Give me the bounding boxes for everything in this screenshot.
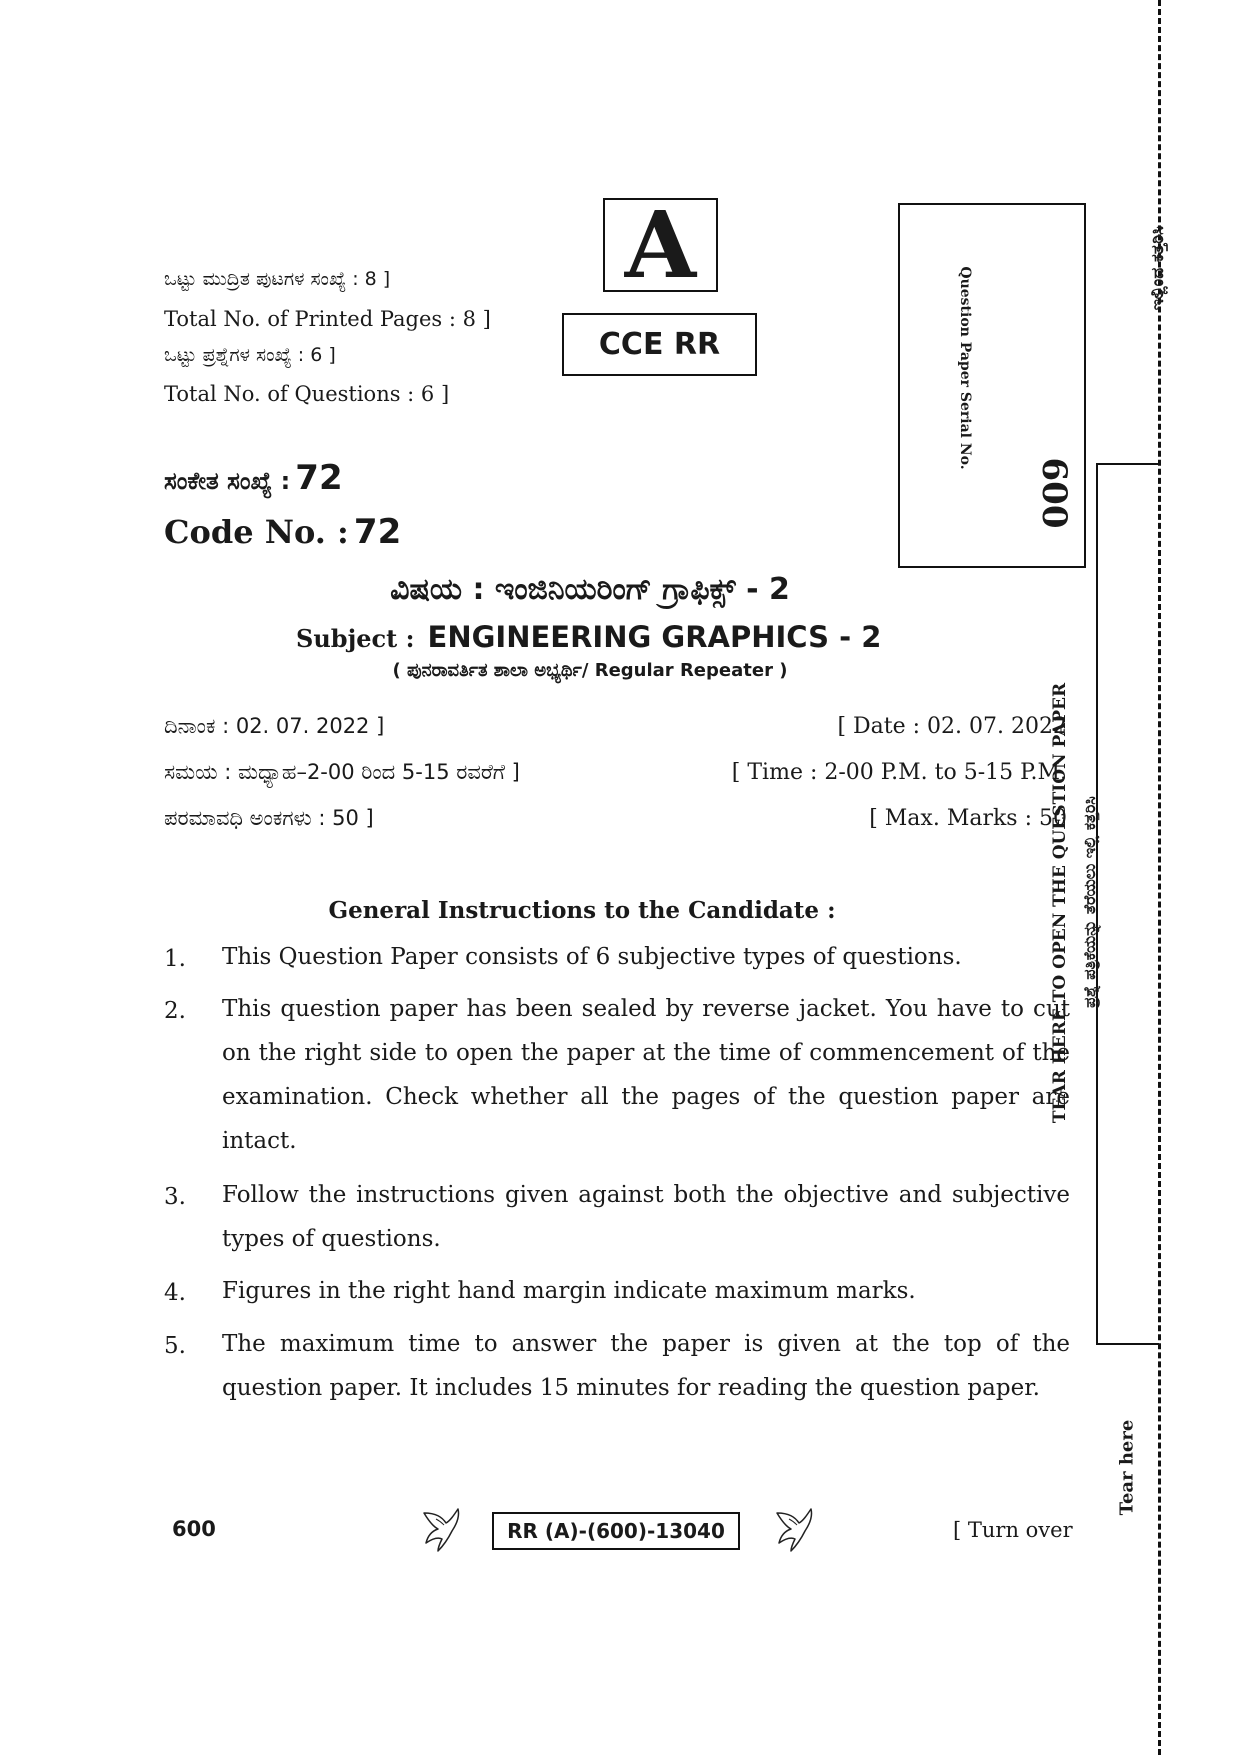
exam-type-box [562,313,757,376]
paper-code: RR (A)-(600)-13040 [507,1519,725,1543]
turn-over-note: [ Turn over [953,1518,1073,1542]
instruction-number: 3. [164,1184,186,1210]
footer-page-code: 600 [172,1517,216,1541]
question-set-letter: A [624,191,697,299]
date-kn: ದಿನಾಂಕ : 02. 07. 2022 ] [164,714,385,738]
instruction-number: 1. [164,946,186,972]
dove-emblem-right-icon [771,1505,817,1555]
code-no-en-label: Code No. : [164,513,349,551]
exam-type-label: CCE RR [598,327,721,362]
max-marks-en: [ Max. Marks : 50 [869,806,1067,831]
candidate-type: ( ಪುನರಾವರ್ತಿತ ಶಾಲಾ ಅಭ್ಯರ್ಥಿ/ Regular Repeater ) [392,660,788,681]
subject-en [296,620,881,654]
tear-strip-box [1096,463,1159,1345]
tear-here-instruction-en: TEAR HERE TO OPEN THE QUESTION PAPER [1050,682,1070,1124]
cut-here-kn: ಇಲ್ಲಿಂದ ಕತ್ತರಿಸಿ [1148,225,1168,311]
instruction-text: Figures in the right hand margin indicate maximum marks. [222,1278,916,1304]
time-en: [ Time : 2-00 P.M. to 5-15 P.M. [731,760,1067,785]
code-no-kn-value: 72 [295,458,343,498]
code-no-kn-label: ಸಂಕೇತ ಸಂಖ್ಯೆ : [164,467,291,495]
dove-emblem-left-icon [418,1505,464,1555]
max-marks-kn: ಪರಮಾವಧಿ ಅಂಕಗಳು : 50 ] [164,806,374,830]
instruction-text: This Question Paper consists of 6 subjective types of questions. [222,944,962,970]
instruction-text: Follow the instructions given against both the objective and subjective types of questions. [222,1182,1070,1252]
serial-number-box [898,203,1086,568]
instruction-text: This question paper has been sealed by reverse jacket. You have to cut on the right side to open the paper at the time of commencement of the examination. Check whether all the pages of the question paper are intact. [222,996,1070,1154]
instruction-number: 5. [164,1333,186,1359]
date-en: [ Date : 02. 07. 2022 [837,714,1067,739]
printed-pages-kn: ಒಟ್ಟು ಮುದ್ರಿತ ಪುಟಗಳ ಸಂಖ್ಯೆ : 8 ] [164,268,391,290]
time-kn: ಸಮಯ : ಮಧ್ಯಾಹ–2-00 ರಿಂದ 5-15 ರವರೆಗೆ ] [164,760,520,784]
question-count-en: Total No. of Questions : 6 ] [164,382,450,406]
printed-pages-en: Total No. of Printed Pages : 8 ] [164,307,491,331]
paper-code-box [492,1512,740,1550]
subject-en-value: ENGINEERING GRAPHICS - 2 [427,620,882,654]
code-no-en-value: 72 [353,512,402,552]
tear-here-label: Tear here [1116,1419,1138,1516]
question-set-box [603,191,718,299]
tear-here-instruction-kn: ಪ್ರಶ್ನೆ ಪತ್ರಿಕೆಯನ್ನು ತೆರೆಯಲು ಇಲ್ಲಿ ಕತ್ತರಿಸಿ [1080,796,1099,1008]
serial-number-value: 600 [1034,457,1074,529]
code-no-kn [164,458,343,498]
subject-kn: ವಿಷಯ : ಇಂಜಿನಿಯರಿಂಗ್ ಗ್ರಾಫಿಕ್ಸ್ - 2 [390,572,790,607]
question-count-kn: ಒಟ್ಟು ಪ್ರಶ್ನೆಗಳ ಸಂಖ್ಯೆ : 6 ] [164,344,336,366]
code-no-en [164,512,401,552]
instruction-text: The maximum time to answer the paper is given at the top of the question paper. It includes 15 minutes for reading the question paper. [222,1331,1070,1401]
instruction-number: 2. [164,998,186,1024]
subject-en-label: Subject : [296,624,415,653]
instruction-number: 4. [164,1280,186,1306]
instructions-heading: General Instructions to the Candidate : [328,897,836,924]
serial-number-label: Question Paper Serial No. [957,266,973,470]
